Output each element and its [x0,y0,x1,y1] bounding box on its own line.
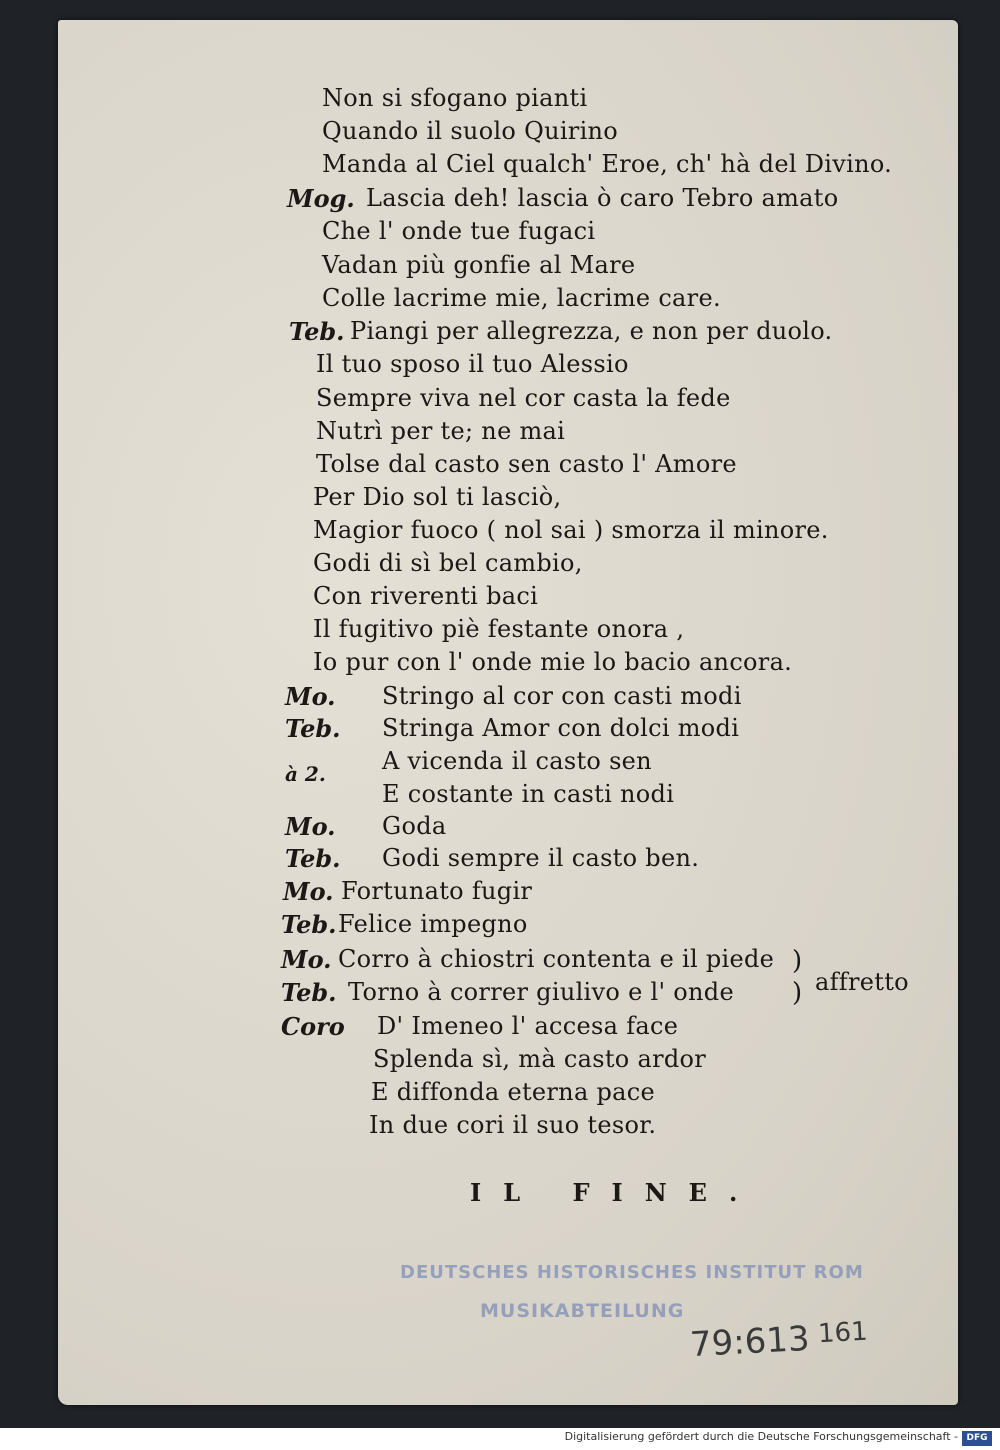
verse-line: Quando il suolo Quirino [322,117,619,145]
shelfmark: 79:613 [689,1318,811,1366]
speaker-label: Teb. [285,714,341,743]
verse-line: Godi di sì bel cambio, [313,549,583,577]
speaker-label: Teb. [281,978,337,1007]
library-stamp-line1: DEUTSCHES HISTORISCHES INSTITUT ROM [400,1262,864,1283]
verse-line: Torno à correr giulivo e l' onde [348,978,734,1006]
footer-credit: Digitalisierung gefördert durch die Deutsche Forschungsgemeinschaft - [564,1430,958,1443]
verse-line: Io pur con l' onde mie lo bacio ancora. [313,648,793,676]
verse-line: E diffonda eterna pace [371,1078,655,1106]
verse-line: Magior fuoco ( nol sai ) smorza il minore. [313,516,829,544]
verse-line: Nutrì per te; ne mai [316,417,566,445]
verse-line: Goda [382,812,447,840]
verse-line: Piangi per allegrezza, e non per duolo. [350,317,833,345]
brace-mark: ) [792,978,803,1008]
verse-line: Splenda sì, mà casto ardor [373,1045,707,1073]
verse-line: Il fugitivo piè festante onora , [313,615,685,643]
speaker-label: Mo. [285,682,336,711]
page-number: 161 [817,1316,869,1350]
speaker-label: Mo. [281,945,332,974]
verse-line: Che l' onde tue fugaci [322,217,596,245]
speaker-label: Mog. [287,184,355,213]
verse-line: Fortunato fugir [341,877,533,905]
footer-bar [0,1428,1000,1450]
verse-line: Sempre viva nel cor casta la fede [316,384,731,412]
verse-line: Manda al Ciel qualch' Eroe, ch' hà del Divino. [322,150,893,178]
speaker-label: Teb. [289,317,345,346]
speaker-label: Teb. [281,910,337,939]
verse-line: Con riverenti baci [313,582,539,610]
speaker-label: Mo. [285,812,336,841]
speaker-label: Teb. [285,844,341,873]
verse-line: Per Dio sol ti lasciò, [313,483,562,511]
verse-line: Felice impegno [338,910,528,938]
verse-line: Lascia deh! lascia ò caro Tebro amato [366,184,839,212]
verse-line: Non si sfogano pianti [322,84,588,112]
verse-line: D' Imeneo l' accesa face [377,1012,679,1040]
library-stamp-line2: MUSIKABTEILUNG [480,1300,685,1322]
verse-line: Colle lacrime mie, lacrime care. [322,284,721,312]
brace-word: affretto [815,968,909,996]
verse-line: Godi sempre il casto ben. [382,844,700,872]
speaker-label: Mo. [283,877,334,906]
verse-line: Stringa Amor con dolci modi [382,714,740,742]
verse-line: Tolse dal casto sen casto l' Amore [316,450,737,478]
speaker-label: Coro [281,1012,345,1041]
verse-line: In due cori il suo tesor. [369,1111,657,1139]
verse-line: Il tuo sposo il tuo Alessio [316,350,629,378]
speaker-label: à 2. [285,762,326,786]
dfg-logo-icon: DFG [962,1431,992,1446]
verse-line: Corro à chiostri contenta e il piede [338,945,775,973]
verse-line: E costante in casti nodi [382,780,675,808]
verse-line: Vadan più gonfie al Mare [322,251,636,279]
verse-line: A vicenda il casto sen [382,747,652,775]
the-end-heading: IL FINE. [470,1178,760,1207]
verse-line: Stringo al cor con casti modi [382,682,742,710]
brace-mark: ) [792,946,803,976]
